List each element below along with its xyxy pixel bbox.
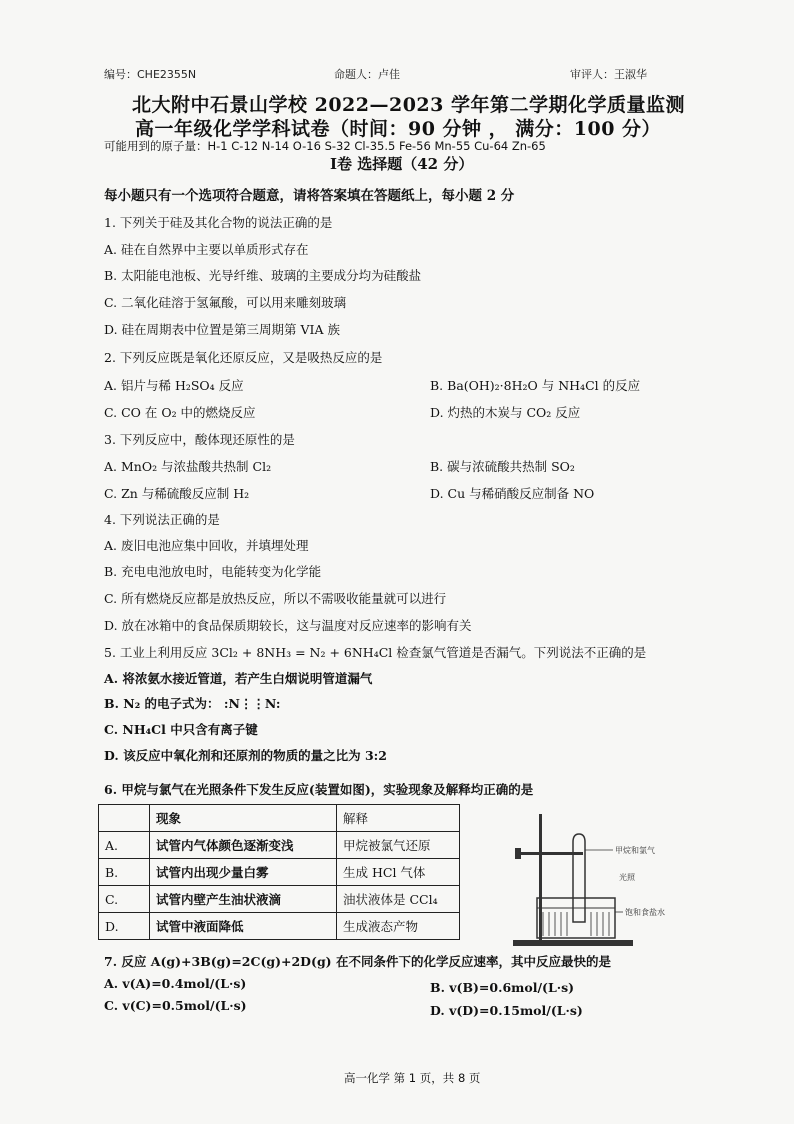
exam-code: 编号：CHE2355N bbox=[104, 68, 197, 81]
q5-option-d: D. 该反应中氧化剂和还原剂的物质的量之比为 3:2 bbox=[104, 748, 387, 763]
q7-option-a: A. v(A)=0.4mol/(L·s) bbox=[104, 976, 247, 991]
q2-option-d: D. 灼热的木炭与 CO₂ 反应 bbox=[430, 405, 581, 420]
q3-option-d: D. Cu 与稀硝酸反应制备 NO bbox=[430, 486, 595, 501]
q2-option-a: A. 铝片与稀 H₂SO₄ 反应 bbox=[104, 378, 244, 393]
table-cell: D. bbox=[99, 913, 150, 940]
q7-option-b: B. v(B)=0.6mol/(L·s) bbox=[430, 980, 575, 995]
q5-option-a: A. 将浓氨水接近管道，若产生白烟说明管道漏气 bbox=[104, 671, 373, 686]
exam-title-line2: 高一年级化学学科试卷（时间：90 分钟 ， 满分：100 分） bbox=[135, 118, 662, 140]
q6-table bbox=[98, 804, 460, 940]
q4-option-d: D. 放在冰箱中的食品保质期较长，这与温度对反应速率的影响有关 bbox=[104, 618, 472, 633]
atomic-masses: 可能用到的原子量：H-1 C-12 N-14 O-16 S-32 Cl-35.5 Fe-56 Mn-55 Cu-64 Zn-65 bbox=[104, 139, 546, 153]
q2-option-b: B. Ba(OH)₂·8H₂O 与 NH₄Cl 的反应 bbox=[430, 378, 641, 393]
clamp-knob bbox=[515, 848, 521, 859]
q7-option-c: C. v(C)=0.5mol/(L·s) bbox=[104, 998, 247, 1013]
table-row bbox=[99, 859, 460, 886]
figure-label-gas: 甲烷和氯气 bbox=[615, 846, 655, 855]
table-cell: 甲烷被氯气还原 bbox=[337, 832, 460, 859]
table-cell: 试管内壁产生油状液滴 bbox=[150, 886, 337, 913]
q6-stem: 6. 甲烷与氯气在光照条件下发生反应(装置如图)，实验现象及解释均正确的是 bbox=[104, 782, 534, 797]
q4-option-b: B. 充电电池放电时，电能转变为化学能 bbox=[104, 564, 322, 579]
q1-stem: 1. 下列关于硅及其化合物的说法正确的是 bbox=[104, 215, 333, 230]
table-cell: B. bbox=[99, 859, 150, 886]
table-cell: 试管中液面降低 bbox=[150, 913, 337, 940]
apparatus-figure bbox=[495, 812, 735, 952]
q3-option-c: C. Zn 与稀硫酸反应制 H₂ bbox=[104, 486, 250, 501]
test-tube bbox=[573, 834, 585, 922]
instructions: 每小题只有一个选项符合题意，请将答案填在答题纸上，每小题 2 分 bbox=[104, 188, 515, 204]
stand-base bbox=[513, 940, 633, 946]
q1-option-a: A. 硅在自然界中主要以单质形式存在 bbox=[104, 242, 309, 257]
reviewer-line: 审评人：王淑华 bbox=[570, 68, 647, 81]
table-cell: 油状液体是 CCl₄ bbox=[337, 886, 460, 913]
q5-option-c: C. NH₄Cl 中只含有离子键 bbox=[104, 722, 258, 737]
table-cell: C. bbox=[99, 886, 150, 913]
table-cell: 试管内出现少量白雾 bbox=[150, 859, 337, 886]
q7-stem: 7. 反应 A(g)+3B(g)=2C(g)+2D(g) 在不同条件下的化学反应速率，其中反应最快的是 bbox=[104, 954, 611, 969]
table-cell: 生成液态产物 bbox=[337, 913, 460, 940]
q3-option-a: A. MnO₂ 与浓盐酸共热制 Cl₂ bbox=[104, 459, 272, 474]
figure-label-light: 光照 bbox=[619, 873, 635, 882]
q3-stem: 3. 下列反应中，酸体现还原性的是 bbox=[104, 432, 295, 447]
q5-stem: 5. 工业上利用反应 3Cl₂ + 8NH₃ = N₂ + 6NH₄Cl 检查氯气管道是否漏气。下列说法不正确的是 bbox=[104, 645, 647, 660]
q1-option-c: C. 二氧化硅溶于氢氟酸，可以用来雕刻玻璃 bbox=[104, 295, 347, 310]
table-header-cell bbox=[99, 805, 150, 832]
figure-label-brine: 饱和食盐水 bbox=[625, 908, 665, 917]
table-header-cell: 解释 bbox=[337, 805, 460, 832]
table-row bbox=[99, 886, 460, 913]
section-heading: I卷 选择题（42 分） bbox=[330, 155, 474, 173]
page-footer: 高一化学 第 1 页，共 8 页 bbox=[344, 1071, 481, 1085]
q4-option-c: C. 所有燃烧反应都是放热反应，所以不需吸收能量就可以进行 bbox=[104, 591, 447, 606]
q4-stem: 4. 下列说法正确的是 bbox=[104, 512, 220, 527]
q1-option-b: B. 太阳能电池板、光导纤维、玻璃的主要成分均为硅酸盐 bbox=[104, 268, 422, 283]
q2-option-c: C. CO 在 O₂ 中的燃烧反应 bbox=[104, 405, 256, 420]
table-cell: 试管内气体颜色逐渐变浅 bbox=[150, 832, 337, 859]
q4-option-a: A. 废旧电池应集中回收，并填埋处理 bbox=[104, 538, 309, 553]
author-line: 命题人：卢佳 bbox=[334, 68, 400, 81]
table-cell: 生成 HCl 气体 bbox=[337, 859, 460, 886]
table-cell: A. bbox=[99, 832, 150, 859]
q5-option-b: B. N₂ 的电子式为： :N⋮⋮N: bbox=[104, 696, 281, 711]
q1-option-d: D. 硅在周期表中位置是第三周期第 VIA 族 bbox=[104, 322, 340, 337]
q3-option-b: B. 碳与浓硫酸共热制 SO₂ bbox=[430, 459, 575, 474]
stand-rod bbox=[539, 814, 542, 942]
table-row bbox=[99, 913, 460, 940]
water-hatching bbox=[543, 912, 609, 936]
table-header-cell: 现象 bbox=[150, 805, 337, 832]
q7-option-d: D. v(D)=0.15mol/(L·s) bbox=[430, 1003, 583, 1018]
table-header-row bbox=[99, 805, 460, 832]
table-row bbox=[99, 832, 460, 859]
exam-title-line1: 北大附中石景山学校 2022—2023 学年第二学期化学质量监测 bbox=[132, 94, 685, 116]
q2-stem: 2. 下列反应既是氧化还原反应，又是吸热反应的是 bbox=[104, 350, 383, 365]
